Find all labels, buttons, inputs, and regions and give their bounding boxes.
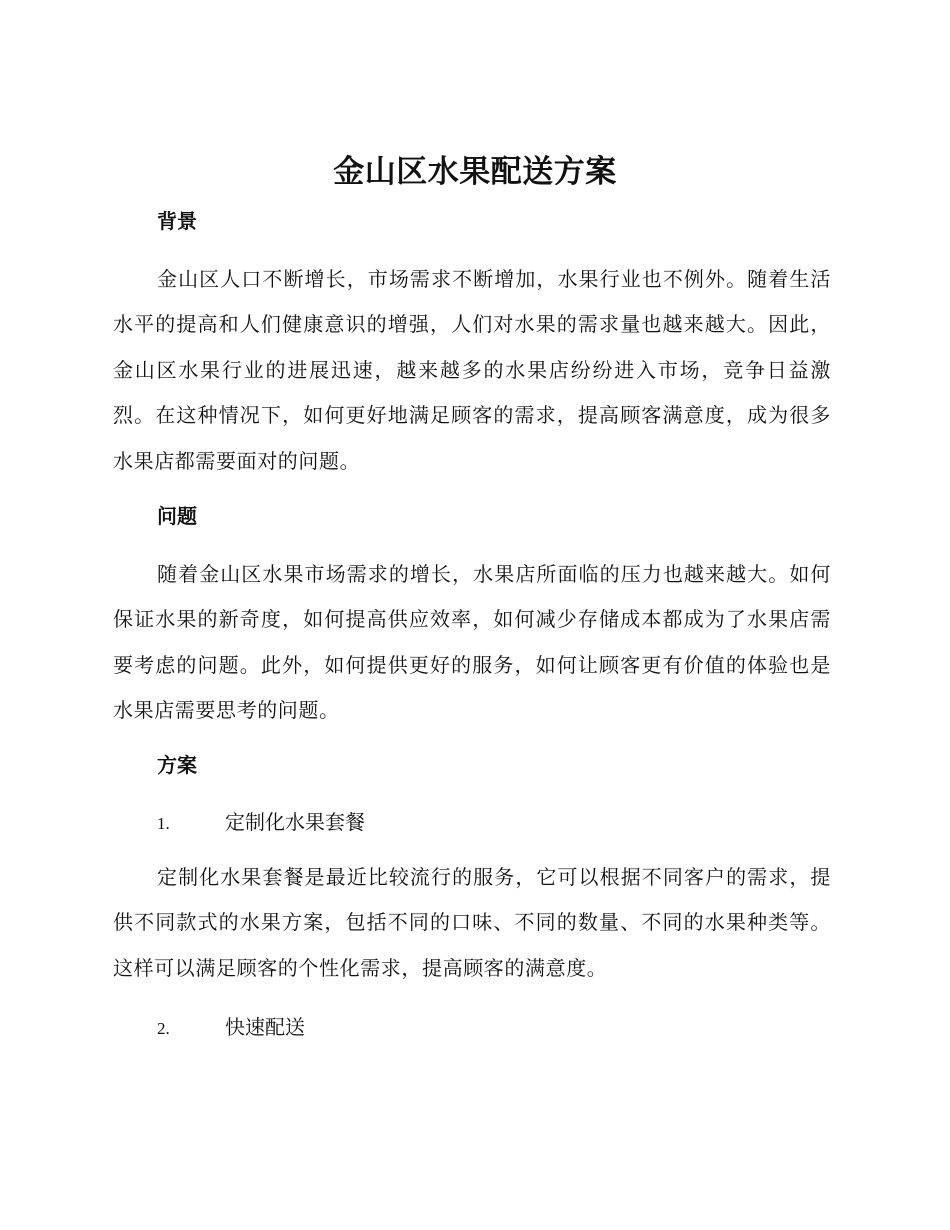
section-heading-problem: 问题	[157, 504, 197, 528]
list-item	[157, 1013, 305, 1043]
list-item-number: 1.	[157, 814, 170, 833]
list-item-number: 2.	[157, 1019, 170, 1038]
list-item-label: 快速配送	[225, 1015, 305, 1039]
document-title: 金山区水果配送方案	[333, 154, 617, 190]
plan-item-1-paragraph: 定制化水果套餐是最近比较流行的服务，它可以根据不同客户的需求，提供不同款式的水果方案，包括不同的口味、不同的数量、不同的水果种类等。这样可以满足顾客的个性化需求，提高顾客的满意度。	[113, 865, 831, 980]
section-heading-background: 背景	[157, 209, 197, 233]
problem-paragraph: 随着金山区水果市场需求的增长，水果店所面临的压力也越来越大。如何保证水果的新奇度，如何提高供应效率，如何减少存储成本都成为了水果店需要考虑的问题。此外，如何提供更好的服务，如何让顾客更有价值的体验也是水果店需要思考的问题。	[113, 562, 831, 723]
section-heading-plan: 方案	[157, 753, 197, 777]
list-item-label: 定制化水果套餐	[225, 810, 365, 834]
background-paragraph: 金山区人口不断增长，市场需求不断增加，水果行业也不例外。随着生活水平的提高和人们健康意识的增强，人们对水果的需求量也越来越大。因此，金山区水果行业的进展迅速，越来越多的水果店纷纷进入市场，竞争日益激烈。在这种情况下，如何更好地满足顾客的需求，提高顾客满意度，成为很多水果店都需要面对的问题。	[113, 267, 831, 473]
list-item	[157, 808, 365, 838]
